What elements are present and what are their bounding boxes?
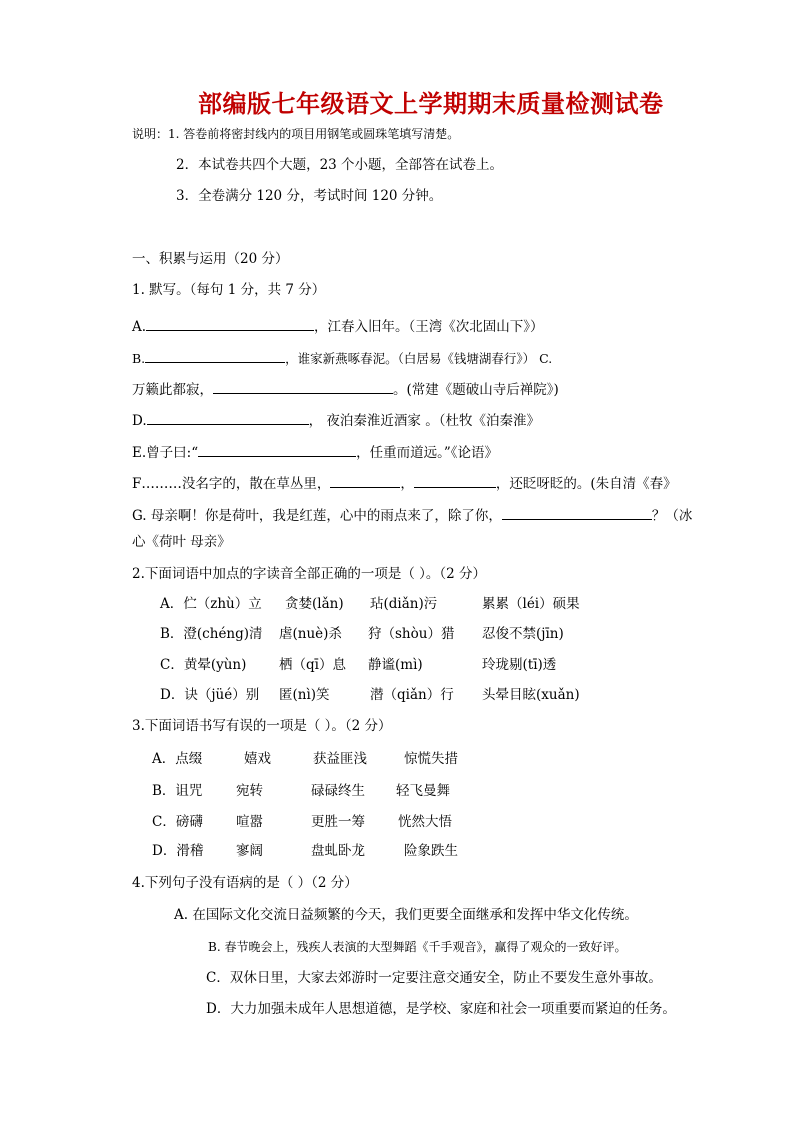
option-cell: 盘虬卧龙 — [311, 843, 365, 859]
item-text: ？（冰 — [651, 508, 693, 524]
q3-stem: 3.下面词语书写有误的一项是（ ）。（2 分） — [132, 718, 392, 734]
option-cell: D．诀（jüé）别 — [160, 687, 260, 703]
q1-item-g-continued: 心《荷叶 母亲》 — [132, 534, 231, 550]
item-prefix: G. 母亲啊！你是荷叶，我是红莲，心中的雨点来了，除了你， — [132, 508, 502, 524]
item-prefix: 万籁此都寂， — [132, 382, 213, 398]
q1-item-b — [132, 348, 552, 366]
option-cell: 更胜一筹 — [311, 814, 365, 830]
option-cell: 玲珑剔(tī)透 — [482, 657, 557, 673]
option-cell: 恍然大悟 — [398, 814, 452, 830]
item-text: 。(常建《题破山寺后禅院》) — [393, 382, 559, 398]
instruction-line-3: 3．全卷满分 120 分，考试时间 120 分钟。 — [176, 188, 443, 204]
option-cell: 匿(nì)笑 — [279, 687, 330, 703]
item-prefix: F………没名字的，散在草丛里， — [132, 476, 331, 492]
q2-stem: 2.下面词语中加点的字读音全部正确的一项是（ ）。（2 分） — [132, 566, 487, 582]
option-cell: 获益匪浅 — [313, 751, 367, 767]
q1-item-g — [132, 505, 692, 524]
item-prefix: A. — [132, 319, 147, 335]
q4-option-b[interactable]: B. 春节晚会上，残疾人表演的大型舞蹈《千手观音》，赢得了观众的一致好评。 — [208, 940, 627, 954]
option-cell: 碌碌终生 — [311, 783, 365, 799]
answer-blank[interactable] — [502, 505, 652, 520]
option-cell: 头晕目眩(xuǎn) — [482, 687, 580, 703]
q4-option-c[interactable]: C．双休日里，大家去郊游时一定要注意交通安全，防止不要发生意外事故。 — [206, 970, 662, 986]
option-cell: A．点缀 — [152, 751, 203, 767]
instruction-line-1: 说明：1. 答卷前将密封线内的项目用钢笔或圆珠笔填写清楚。 — [132, 127, 460, 141]
option-cell: 栖（qī）息 — [279, 657, 346, 673]
option-cell: B．诅咒 — [152, 783, 203, 799]
item-prefix: B. — [132, 351, 146, 366]
option-cell: 喧嚣 — [236, 814, 263, 830]
section-heading: 一、积累与运用（20 分） — [132, 251, 289, 267]
item-mid: ， — [400, 476, 414, 492]
option-cell: 寥阔 — [236, 843, 263, 859]
option-cell: 险象跌生 — [404, 843, 458, 859]
q1-item-d — [132, 410, 540, 429]
q1-item-f — [132, 473, 677, 492]
item-text: ，任重而道远。”《论语》 — [356, 445, 499, 461]
q1-stem: 1. 默写。（每句 1 分，共 7 分） — [132, 282, 326, 298]
page-title: 部编版七年级语文上学期期末质量检测试卷 — [198, 89, 664, 118]
option-cell: 虐(nuè)杀 — [279, 626, 342, 642]
option-cell: 忍俊不禁(jīn) — [482, 626, 564, 642]
option-cell: C．黄晕(yùn) — [160, 657, 247, 673]
q1-item-a — [132, 316, 544, 335]
answer-blank[interactable] — [213, 379, 393, 394]
option-cell: 静谧(mì) — [368, 657, 423, 673]
option-cell: 轻飞曼舞 — [396, 783, 450, 799]
option-cell: 嬉戏 — [244, 751, 271, 767]
q4-option-a[interactable]: A. 在国际文化交流日益频繁的今天，我们更要全面继承和发挥中华文化传统。 — [174, 907, 638, 923]
option-cell: 潜（qiǎn）行 — [370, 687, 454, 703]
option-cell: 狩（shòu）猎 — [368, 626, 455, 642]
option-cell: C．磅礴 — [152, 814, 203, 830]
option-cell: 累累（léi）硕果 — [482, 596, 580, 612]
option-cell: 惊慌失措 — [404, 751, 458, 767]
item-text: ，谁家新燕啄春泥。（白居易《钱塘湖春行》） C. — [285, 351, 553, 366]
item-prefix: E.曾子曰:“ — [132, 445, 199, 461]
answer-blank[interactable] — [145, 348, 285, 363]
q4-stem: 4.下列句子没有语病的是（ ）（2 分） — [132, 875, 358, 891]
instruction-line-2: 2．本试卷共四个大题，23 个小题，全部答在试卷上。 — [176, 157, 504, 173]
item-text: ，江春入旧年。（王湾《次北固山下》） — [314, 319, 544, 335]
item-prefix: D. — [132, 413, 147, 429]
option-cell: 宛转 — [236, 783, 263, 799]
q1-item-c — [132, 379, 559, 398]
answer-blank[interactable] — [414, 473, 496, 488]
option-cell: B．澄(chéng)清 — [160, 626, 263, 642]
item-text: ，还眨呀眨的。(朱自清《春》 — [495, 476, 677, 492]
answer-blank[interactable] — [146, 316, 314, 331]
option-cell: A．伫（zhù）立 — [160, 596, 262, 612]
item-text: ， 夜泊秦淮近酒家 。（杜牧《泊秦淮》 — [308, 413, 540, 429]
option-cell: 贪婪(lǎn) — [285, 596, 344, 612]
q4-option-d[interactable]: D．大力加强未成年人思想道德，是学校、家庭和社会一项重要而紧迫的任务。 — [206, 1001, 676, 1017]
option-cell: D．滑稽 — [152, 843, 204, 859]
answer-blank[interactable] — [198, 442, 356, 457]
answer-blank[interactable] — [330, 473, 400, 488]
q1-item-e — [132, 442, 498, 461]
answer-blank[interactable] — [147, 410, 309, 425]
option-cell: 玷(diǎn)污 — [370, 596, 438, 612]
